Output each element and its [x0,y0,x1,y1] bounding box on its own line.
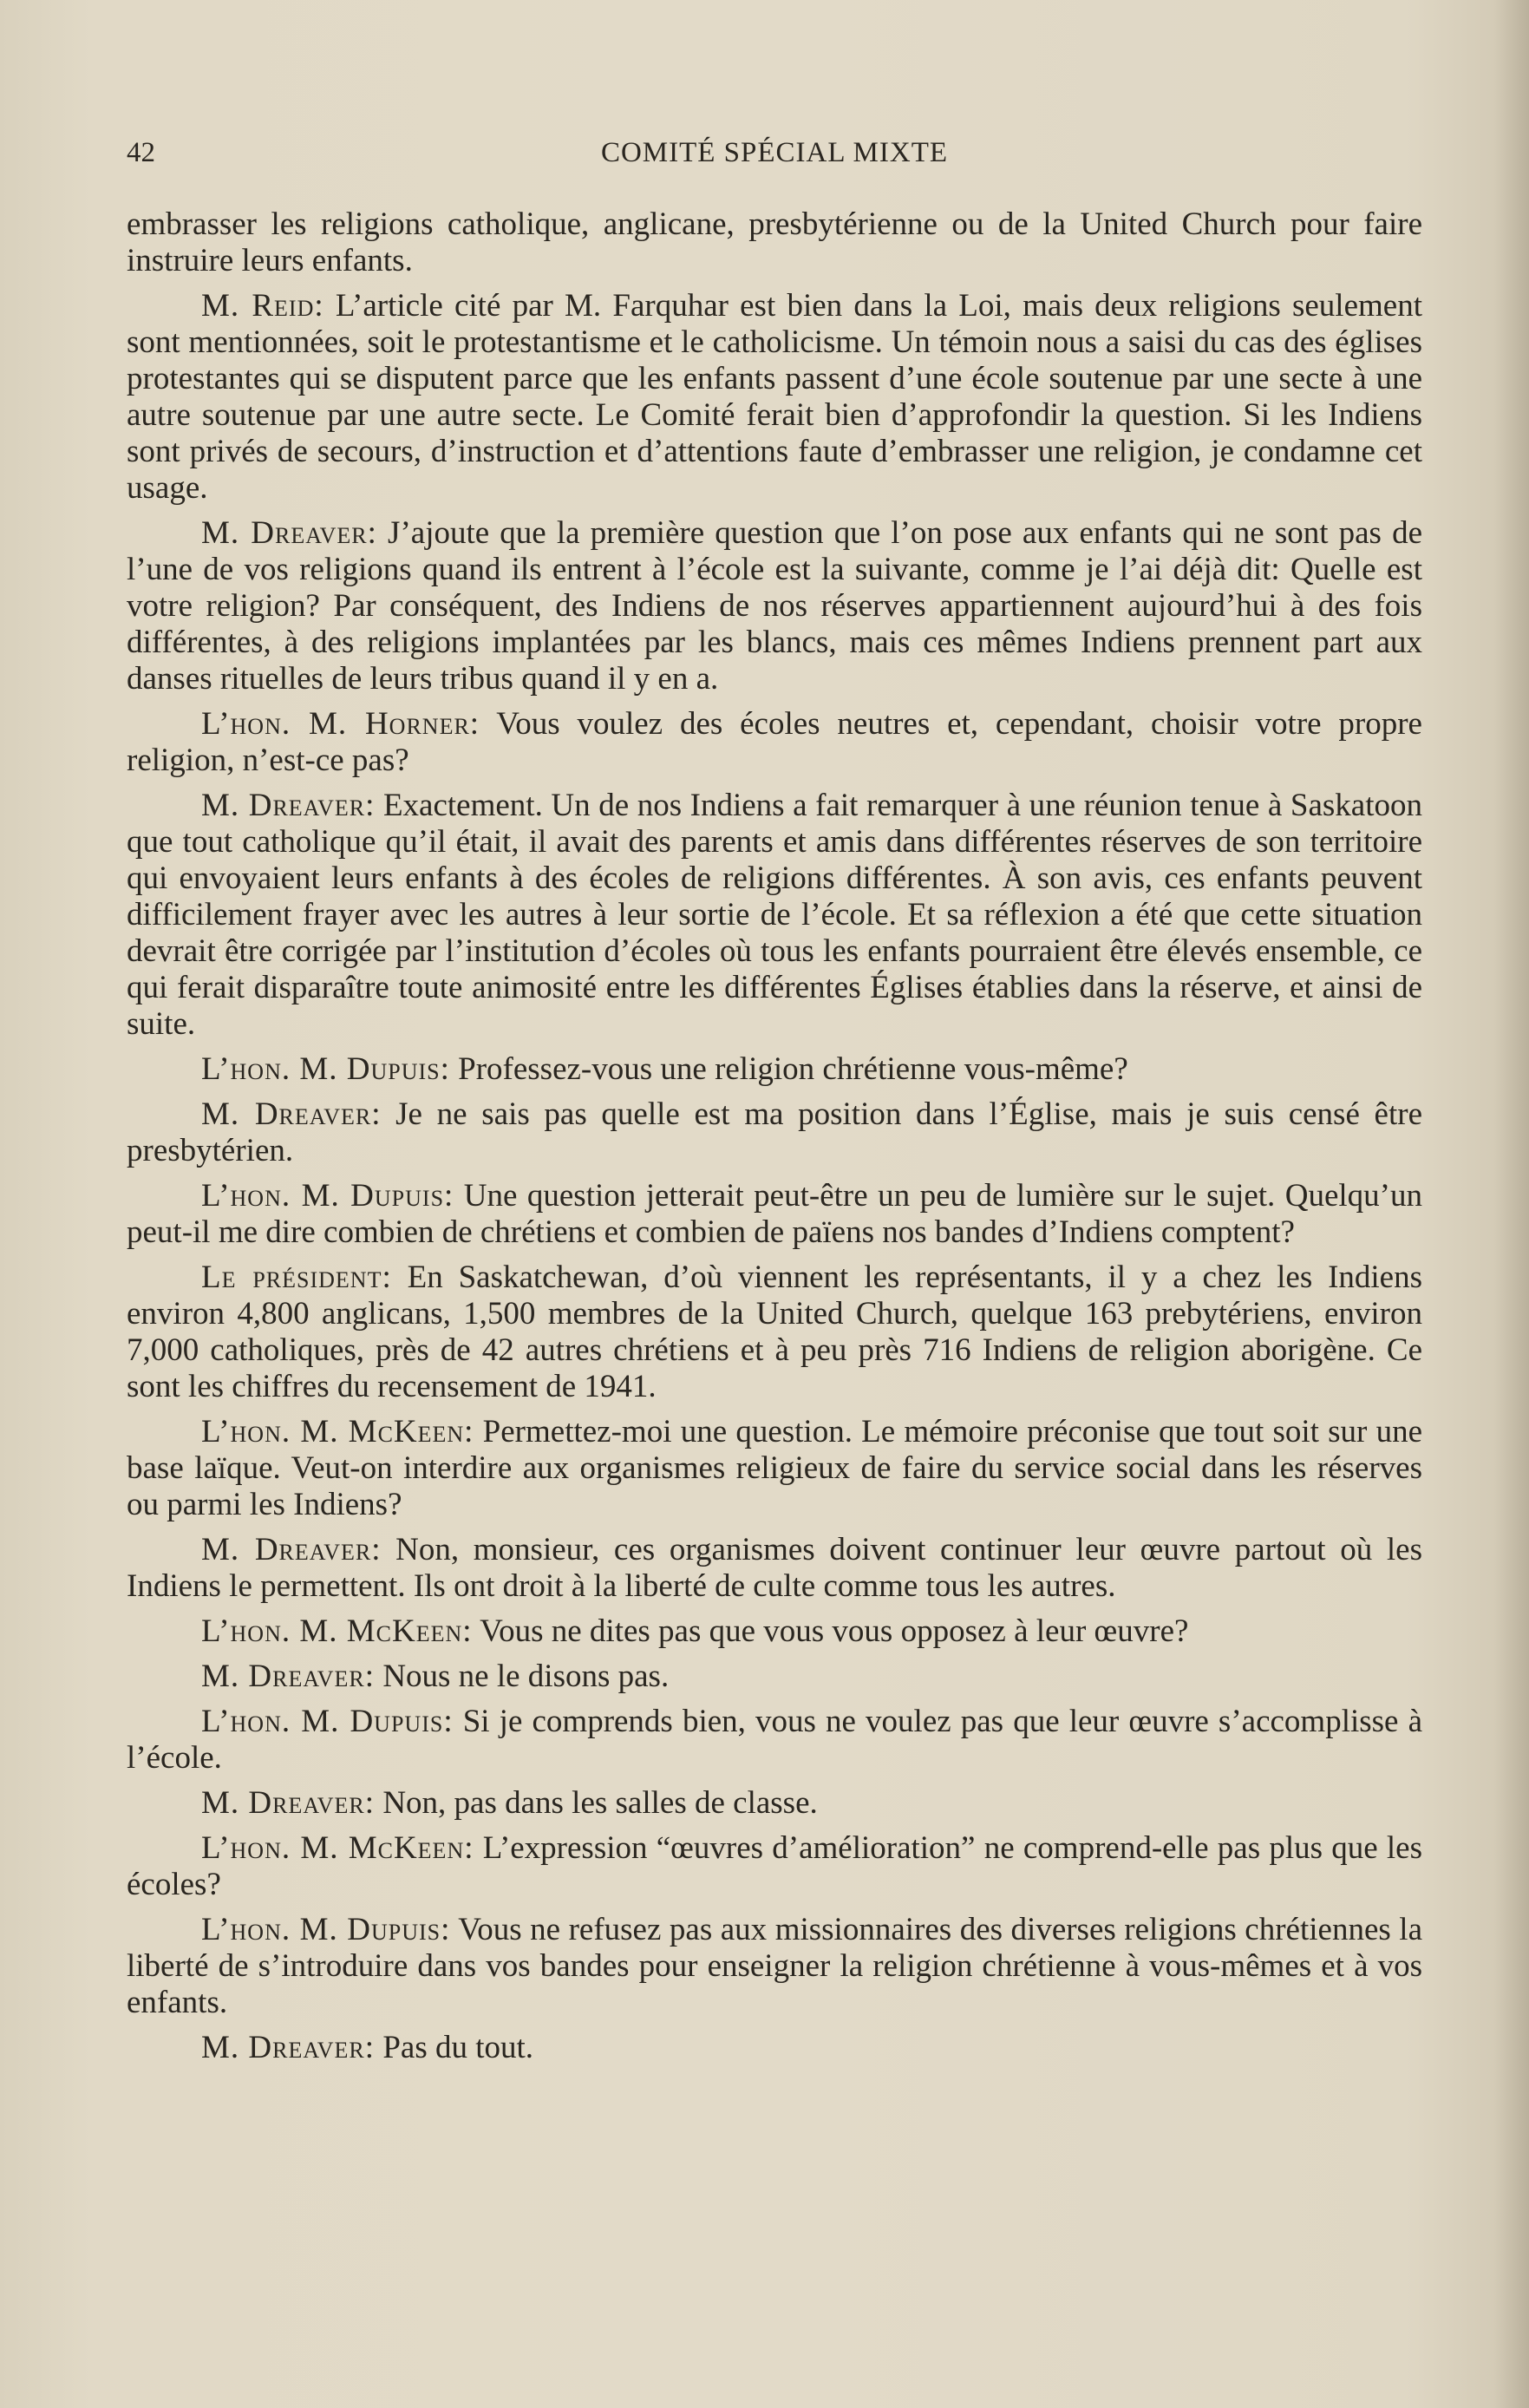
speaker-name: L’hon. M. Dupuis: [201,1178,454,1214]
running-title: COMITÉ SPÉCIAL MIXTE [600,137,949,168]
speech-text: Permettez-moi une question. Le mémoire préconise que tout soit sur une base laïque. Veut-on interdire aux organismes religieux de faire du service social dans les réserves ou parmi les Indiens? [127,1414,1422,1522]
speech-text: L’expression “œuvres d’amélioration” ne comprend-elle pas plus que les écoles? [127,1830,1422,1902]
speaker-name: L’hon. M. McKeen: [201,1414,474,1449]
speech-text: Vous ne refusez pas aux missionnaires des diverses religions chrétiennes la liberté de s’introduire dans vos bandes pour enseigner la religion chrétienne à vous-mêmes et à vos enfants. [127,1912,1422,2020]
speech-text: En Saskatchewan, d’où viennent les représentants, il y a chez les Indiens environ 4,800 anglicans, 1,500 membres de la United Church, quelque 163 prebytériens, environ 7,000 catholiques, près de 42 autres chrétiens et à peu près 716 Indiens de religion aborigène. Ce sont les chiffres du recensement de 1941. [127,1260,1423,1404]
speech-text: L’article cité par M. Farquhar est bien dans la Loi, mais deux religions seulement sont mentionnées, soit le protestantisme et le catholicisme. Un témoin nous a saisi du cas des églises protestantes qui se disputent parce que les enfants passent d’une école soutenue par une secte à une autre soutenue par une autre secte. Le Comité ferait bien d’approfondir la question. Si les Indiens sont privés de secours, d’instruction et d’attentions faute d’embrasser une religion, je condamne cet usage. [127,288,1422,506]
speech-text: Pas du tout. [382,2030,534,2065]
speech-text: Professez-vous une religion chrétienne vous-même? [458,1051,1128,1087]
speaker-name: M. Dreaver: [201,1532,382,1567]
speaker-name: M. Dreaver: [201,1096,382,1132]
speaker-name: M. Dreaver: [201,2030,376,2065]
speech-dreaver [127,1096,1422,1169]
speech-text: Si je comprends bien, vous ne voulez pas que leur œuvre s’accomplisse à l’école. [127,1704,1422,1776]
page-header [127,137,1422,180]
speaker-name: M. Reid: [201,288,324,324]
speech-dupuis [127,1704,1422,1777]
speech-text: Non, pas dans les salles de classe. [382,1785,818,1821]
speech-dupuis [127,1912,1422,2021]
speech-horner [127,706,1422,779]
speech-dreaver [127,788,1422,1043]
page-edge-shadow [1494,0,1529,2408]
speaker-name: L’hon. M. Horner: [201,706,480,742]
speech-president [127,1260,1422,1405]
page-number: 42 [127,137,155,168]
speech-text: Vous voulez des écoles neutres et, cependant, choisir votre propre religion, n’est-ce pas? [127,706,1422,778]
speech-dreaver [127,1785,1422,1822]
speech-text: Je ne sais pas quelle est ma position dans l’Église, mais je suis censé être presbytérien. [127,1096,1422,1168]
speaker-name: M. Dreaver: [201,515,377,551]
speech-reid [127,288,1422,507]
speech-dreaver [127,1659,1422,1695]
speech-mckeen [127,1830,1422,1903]
speaker-name: L’hon. M. Dupuis: [201,1912,451,1947]
speech-dreaver [127,2030,1422,2066]
speaker-name: L’hon. M. McKeen: [201,1830,474,1866]
speaker-name: L’hon. M. McKeen: [201,1613,473,1649]
speaker-name: L’hon. M. Dupuis: [201,1704,454,1739]
transcript-body [127,206,1422,2075]
paragraph-continuation [127,206,1422,279]
paragraph-text: embrasser les religions catholique, anglicane, presbytérienne ou de la United Church pour faire instruire leurs enfants. [127,206,1422,278]
speech-mckeen [127,1613,1422,1650]
speech-dreaver [127,1532,1422,1605]
speaker-name: M. Dreaver: [201,788,376,823]
speech-text: Nous ne le disons pas. [382,1659,670,1694]
speaker-name: M. Dreaver: [201,1659,376,1694]
speaker-name: Le président: [201,1260,392,1295]
speech-dreaver [127,515,1422,697]
speech-mckeen [127,1414,1422,1523]
speech-dupuis [127,1051,1422,1088]
speech-text: Exactement. Un de nos Indiens a fait remarquer à une réunion tenue à Saskatoon que tout catholique qu’il était, il avait des parents et amis dans différentes réserves de son territoire qui envoyaient leurs enfants à des écoles de religions différentes. À son avis, ces enfants peuvent difficilement frayer avec les autres à leur sortie de l’école. Et sa réflexion a été que cette situation devrait être corrigée par l’institution d’écoles où tous les enfants pourraient être élevés ensemble, ce qui ferait disparaître toute animosité entre les différentes Églises établies dans la réserve, et ainsi de suite. [127,788,1422,1042]
speaker-name: M. Dreaver: [201,1785,376,1821]
speech-text: J’ajoute que la première question que l’on pose aux enfants qui ne sont pas de l’une de vos religions quand ils entrent à l’école est la suivante, comme je l’ai déjà dit: Quelle est votre religion? Par conséquent, des Indiens de nos réserves appartiennent aujourd’hui à des fois différentes, à des religions implantées par les blancs, mais ces mêmes Indiens prennent part aux danses rituelles de leurs tribus quand il y en a. [127,515,1422,697]
speech-dupuis [127,1178,1422,1251]
speech-text: Non, monsieur, ces organismes doivent continuer leur œuvre partout où les Indiens le permettent. Ils ont droit à la liberté de culte comme tous les autres. [127,1532,1422,1604]
speech-text: Une question jetterait peut-être un peu de lumière sur le sujet. Quelqu’un peut-il me dire combien de chrétiens et combien de païens nos bandes d’Indiens comptent? [127,1178,1422,1250]
speaker-name: L’hon. M. Dupuis: [201,1051,450,1087]
speech-text: Vous ne dites pas que vous vous opposez à leur œuvre? [480,1613,1189,1649]
